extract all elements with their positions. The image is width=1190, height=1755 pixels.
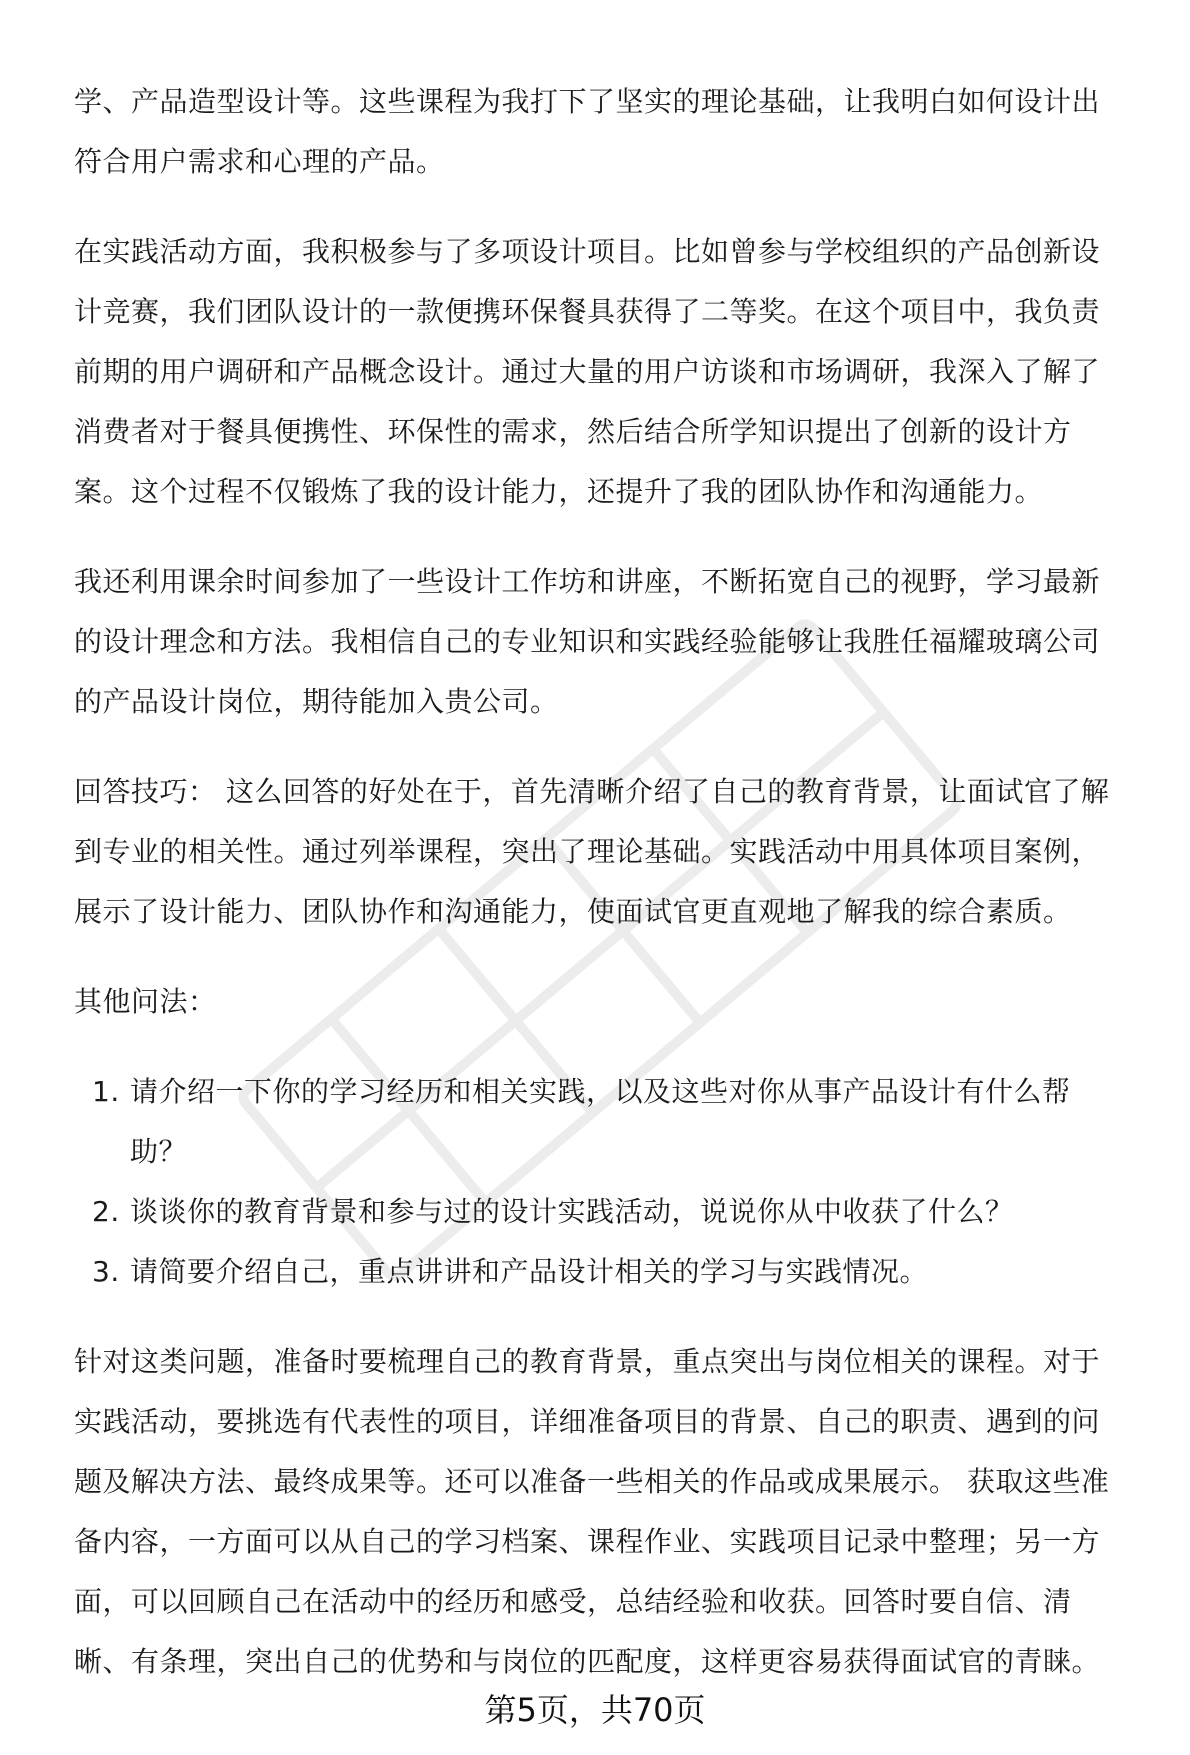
paragraph-other-questions-heading [74, 972, 1164, 1032]
document-body [74, 72, 1164, 1722]
text-line: 前期的用户调研和产品概念设计。通过大量的用户访谈和市场调研，我深入了解了 [74, 355, 1101, 388]
list-number: 2. [92, 1195, 120, 1228]
list-item [74, 1182, 1164, 1242]
text-line: 备内容，一方面可以从自己的学习档案、课程作业、实践项目记录中整理；另一方 [74, 1525, 1101, 1558]
paragraph-courses [74, 72, 1164, 192]
text-line: 符合用户需求和心理的产品。 [74, 145, 445, 178]
text-line: 其他问法： [74, 985, 217, 1018]
paragraph-preparation-advice [74, 1332, 1164, 1692]
text-line: 晰、有条理，突出自己的优势和与岗位的匹配度，这样更容易获得面试官的青睐。 [74, 1645, 1101, 1678]
paragraph-answer-tips [74, 762, 1164, 942]
paragraph-practice [74, 222, 1164, 522]
paragraph-workshops [74, 552, 1164, 732]
page-number-footer: 第5页，共70页 [484, 1691, 706, 1729]
list-item [74, 1062, 1164, 1182]
other-questions-list [74, 1062, 1164, 1302]
text-line: 消费者对于餐具便携性、环保性的需求，然后结合所学知识提出了创新的设计方 [74, 415, 1072, 448]
text-line: 展示了设计能力、团队协作和沟通能力，使面试官更直观地了解我的综合素质。 [74, 895, 1072, 928]
text-line: 谈谈你的教育背景和参与过的设计实践活动，说说你从中收获了什么？ [130, 1195, 1014, 1228]
text-line: 面，可以回顾自己在活动中的经历和感受，总结经验和收获。回答时要自信、清 [74, 1585, 1072, 1618]
text-line: 的产品设计岗位，期待能加入贵公司。 [74, 685, 559, 718]
text-line: 实践活动，要挑选有代表性的项目，详细准备项目的背景、自己的职责、遇到的问 [74, 1405, 1101, 1438]
text-line: 请简要介绍自己，重点讲讲和产品设计相关的学习与实践情况。 [130, 1255, 929, 1288]
text-line: 针对这类问题，准备时要梳理自己的教育背景，重点突出与岗位相关的课程。对于 [74, 1345, 1101, 1378]
list-number: 1. [92, 1075, 120, 1108]
text-line: 案。这个过程不仅锻炼了我的设计能力，还提升了我的团队协作和沟通能力。 [74, 475, 1044, 508]
text-line: 回答技巧： 这么回答的好处在于，首先清晰介绍了自己的教育背景，让面试官了解 [74, 775, 1110, 808]
text-line: 学、产品造型设计等。这些课程为我打下了坚实的理论基础，让我明白如何设计出 [74, 85, 1101, 118]
list-number: 3. [92, 1255, 120, 1288]
text-line: 的设计理念和方法。我相信自己的专业知识和实践经验能够让我胜任福耀玻璃公司 [74, 625, 1101, 658]
text-line: 在实践活动方面，我积极参与了多项设计项目。比如曾参与学校组织的产品创新设 [74, 235, 1101, 268]
text-line: 请介绍一下你的学习经历和相关实践，以及这些对你从事产品设计有什么帮 [130, 1075, 1071, 1108]
list-item [74, 1242, 1164, 1302]
text-line: 我还利用课余时间参加了一些设计工作坊和讲座，不断拓宽自己的视野，学习最新 [74, 565, 1101, 598]
text-line: 助？ [130, 1135, 188, 1168]
text-line: 题及解决方法、最终成果等。还可以准备一些相关的作品或成果展示。 获取这些准 [74, 1465, 1110, 1498]
text-line: 计竞赛，我们团队设计的一款便携环保餐具获得了二等奖。在这个项目中，我负责 [74, 295, 1101, 328]
text-line: 到专业的相关性。通过列举课程，突出了理论基础。实践活动中用具体项目案例， [74, 835, 1101, 868]
